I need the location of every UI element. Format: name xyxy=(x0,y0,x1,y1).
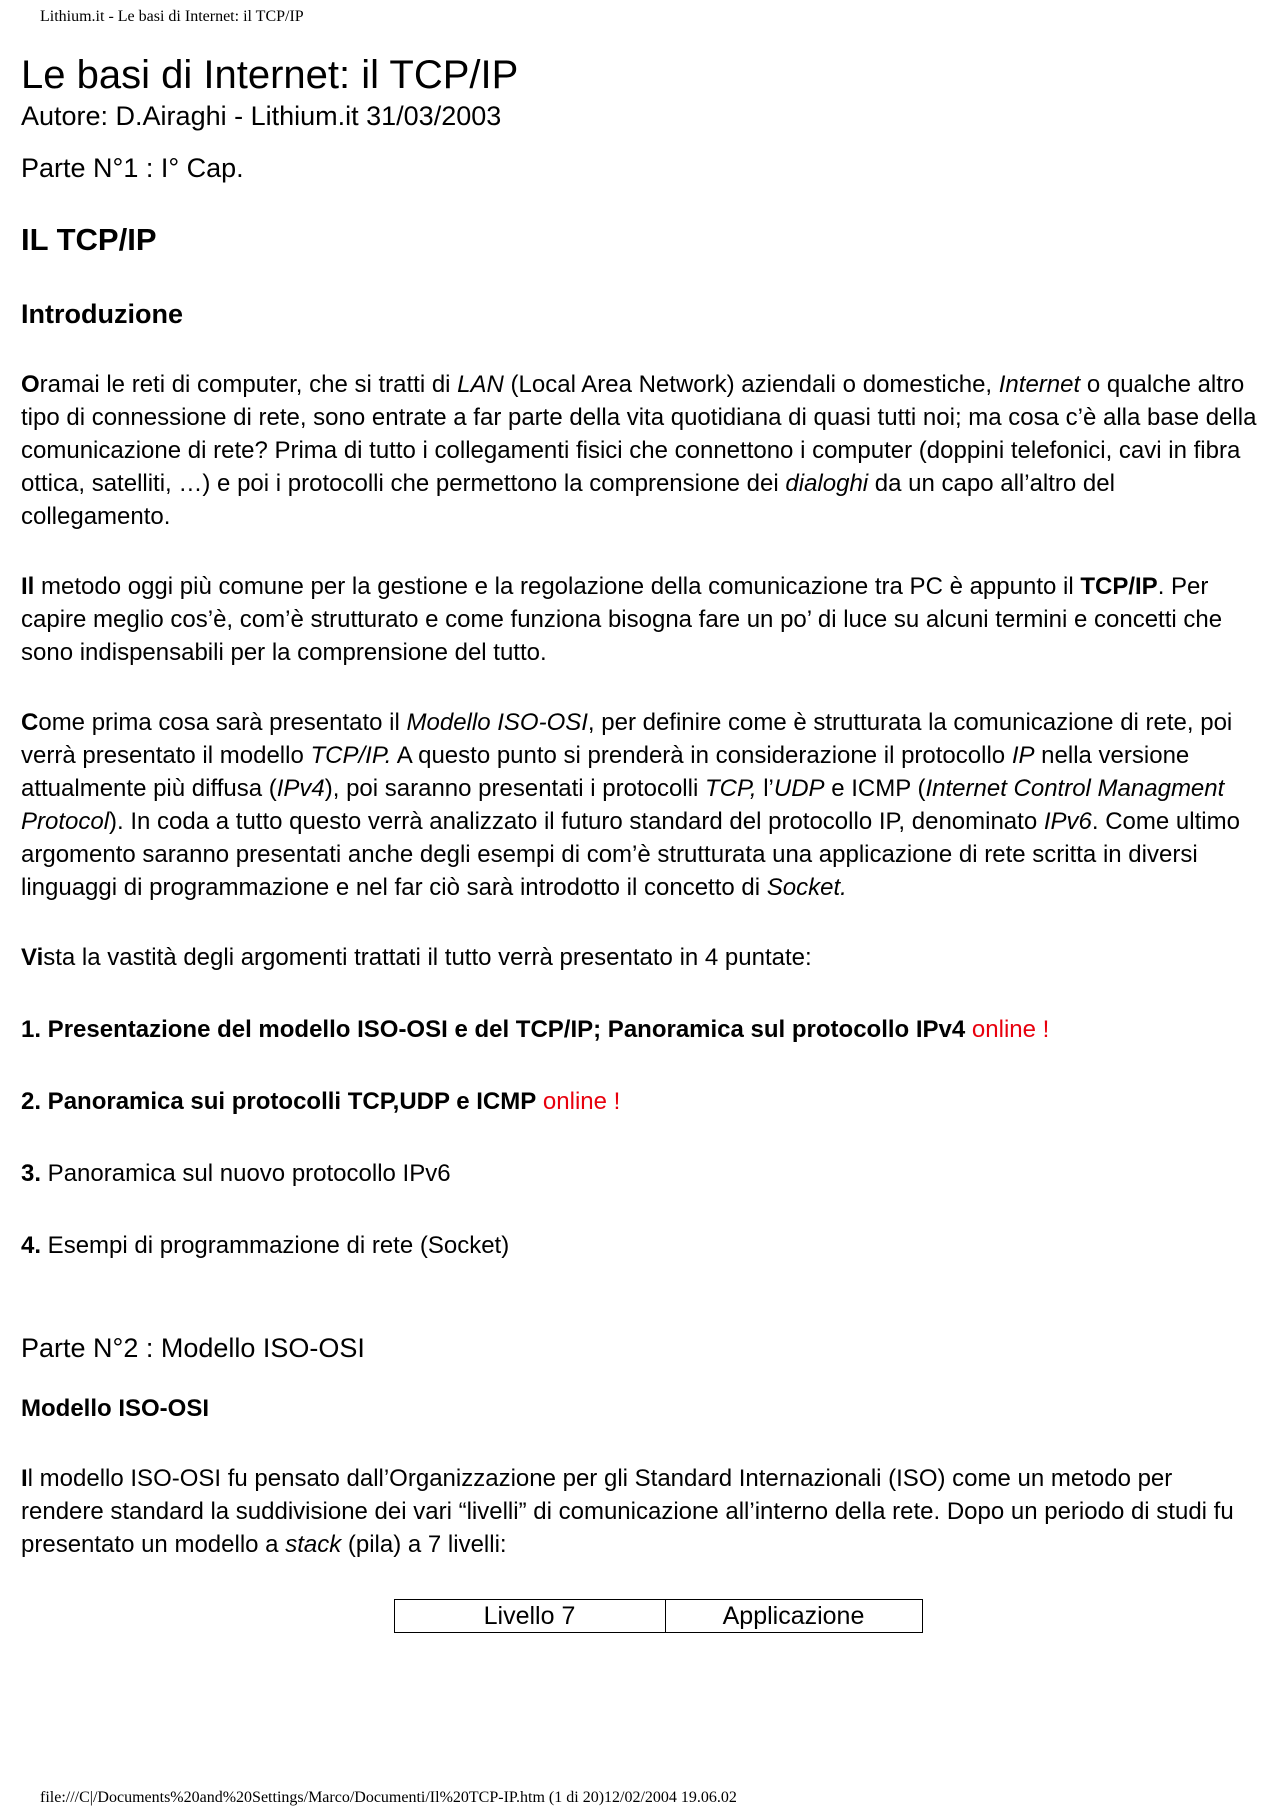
section-title: IL TCP/IP xyxy=(21,222,157,257)
author-line: Autore: D.Airaghi - Lithium.it 31/03/2003 xyxy=(21,101,502,131)
part-2-label: Parte N°2 : Modello ISO-OSI xyxy=(21,1333,365,1363)
list-item: 3. Panoramica sul nuovo protocollo IPv6 xyxy=(21,1160,451,1187)
table-cell-name: Applicazione xyxy=(665,1600,922,1633)
list-item: 2. Panoramica sui protocolli TCP,UDP e ICMP online ! xyxy=(21,1088,621,1115)
paragraph-iso-osi: Il modello ISO-OSI fu pensato dall’Organizzazione per gli Standard Internazionali (ISO) come un metodo per rendere standard la suddivisione dei vari “livelli” di comunicazione all’interno della rete. Dopo un periodo di studi fu presentato un modello a stack (pila) a 7 livelli: xyxy=(21,1465,1234,1558)
online-badge: online ! xyxy=(965,1016,1050,1043)
online-badge: online ! xyxy=(536,1088,621,1115)
table-row xyxy=(394,1600,922,1633)
iso-osi-heading: Modello ISO-OSI xyxy=(21,1395,210,1422)
part-1-label: Parte N°1 : I° Cap. xyxy=(21,153,244,183)
paragraph-episodes: Vista la vastità degli argomenti trattati il tutto verrà presentato in 4 puntate: xyxy=(21,944,812,971)
osi-levels-table xyxy=(394,1599,923,1633)
list-item: 4. Esempi di programmazione di rete (Socket) xyxy=(21,1232,510,1259)
table-cell-level: Livello 7 xyxy=(394,1600,665,1633)
list-item: 1. Presentazione del modello ISO-OSI e del TCP/IP; Panoramica sul protocollo IPv4 online ! xyxy=(21,1016,1050,1043)
browser-footer: file:///C|/Documents%20and%20Settings/Marco/Documenti/Il%20TCP-IP.htm (1 di 20)12/02/2004 19.06.02 xyxy=(40,1789,737,1806)
paragraph-outline: Come prima cosa sarà presentato il Modello ISO-OSI, per definire come è strutturata la comunicazione di rete, poi verrà presentato il modello TCP/IP. A questo punto si prenderà in considerazione il protocollo IP nella versione attualmente più diffusa (IPv4), poi saranno presentati i protocolli TCP, l’UDP e ICMP (Internet Control Managment Protocol). In coda a tutto questo verrà analizzato il futuro standard del protocollo IP, denominato IPv6. Come ultimo argomento saranno presentati anche degli esempi di com’è strutturata una applicazione di rete scritta in diversi linguaggi di programmazione e nel far ciò sarà introdotto il concetto di Socket. xyxy=(21,709,1240,901)
browser-header: Lithium.it - Le basi di Internet: il TCP/IP xyxy=(40,8,304,25)
document-body xyxy=(21,52,1259,1633)
paragraph-method: Il metodo oggi più comune per la gestione e la regolazione della comunicazione tra PC è appunto il TCP/IP. Per capire meglio cos’è, com’è strutturato e come funziona bisogna fare un po’ di luce su alcuni termini e concetti che sono indispensabili per la comprensione del tutto. xyxy=(21,573,1223,666)
page-title: Le basi di Internet: il TCP/IP xyxy=(21,53,519,97)
paragraph-intro: Oramai le reti di computer, che si tratti di LAN (Local Area Network) aziendali o domestiche, Internet o qualche altro tipo di connessione di rete, sono entrate a far parte della vita quotidiana di quasi tutti noi; ma cosa c’è alla base della comunicazione di rete? Prima di tutto i collegamenti fisici che connettono i computer (doppini telefonici, cavi in fibra ottica, satelliti, …) e poi i protocolli che permettono la comprensione dei dialoghi da un capo all’altro del collegamento. xyxy=(21,371,1257,530)
intro-heading: Introduzione xyxy=(21,299,183,329)
